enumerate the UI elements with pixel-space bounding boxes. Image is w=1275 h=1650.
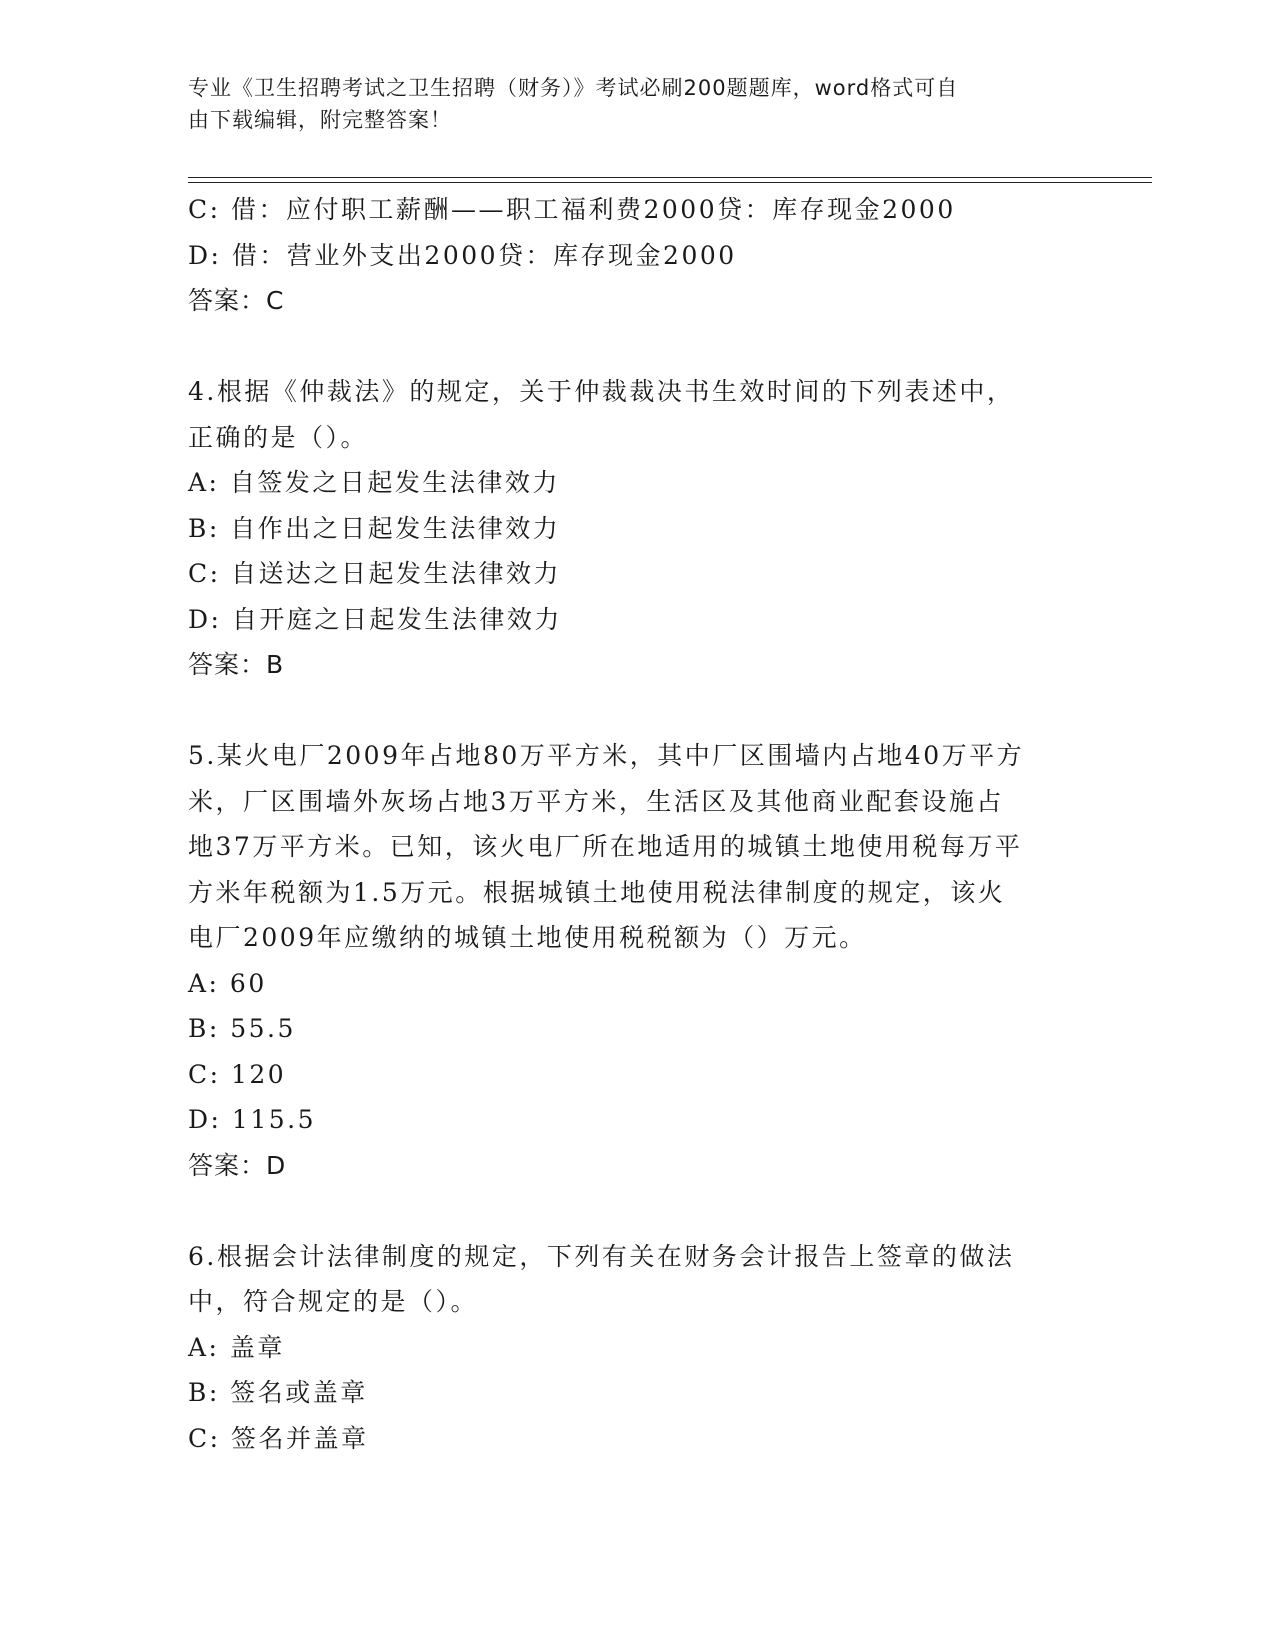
document-header xyxy=(188,72,1068,136)
question-stem: 米，厂区围墙外灰场占地3万平方米，生活区及其他商业配套设施占 xyxy=(188,786,1004,816)
question-stem: 电厂2009年应缴纳的城镇土地使用税税额为（）万元。 xyxy=(188,923,867,952)
option-a: A: 60 xyxy=(188,968,267,998)
question-5 xyxy=(188,733,1088,1188)
option-a: A: 自签发之日起发生法律效力 xyxy=(188,468,560,497)
question-stem: 5.某火电厂2009年占地80万平方米，其中厂区围墙内占地40万平方 xyxy=(188,741,1025,770)
answer-line: 答案：C xyxy=(188,286,285,315)
option-d: D: 115.5 xyxy=(188,1105,316,1134)
option-d: D: 自开庭之日起发生法律效力 xyxy=(188,604,562,634)
question-stem: 正确的是（）。 xyxy=(188,422,369,452)
header-rule-thick xyxy=(188,177,1152,178)
option-c: C: 自送达之日起发生法律效力 xyxy=(188,559,561,588)
question-stem: 中，符合规定的是（）。 xyxy=(188,1287,479,1316)
option-b: B: 55.5 xyxy=(188,1014,296,1043)
option-c: C: 签名并盖章 xyxy=(188,1423,369,1453)
question-3-tail xyxy=(188,187,1088,324)
option-a: A: 盖章 xyxy=(188,1332,285,1362)
spacer xyxy=(188,1188,1088,1234)
header-rule-thin xyxy=(188,182,1152,183)
spacer xyxy=(188,324,1088,370)
question-stem: 地37万平方米。已知，该火电厂所在地适用的城镇土地使用税每万平 xyxy=(188,832,1023,861)
spacer xyxy=(188,688,1088,734)
question-stem: 方米年税额为1.5万元。根据城镇土地使用税法律制度的规定，该火 xyxy=(188,877,1006,907)
option-c: C: 120 xyxy=(188,1059,287,1089)
answer-line: 答案：B xyxy=(188,650,285,679)
option-d: D: 借：营业外支出2000贷：库存现金2000 xyxy=(188,240,737,270)
question-4 xyxy=(188,369,1088,688)
header-line-2: 由下载编辑，附完整答案！ xyxy=(188,108,452,132)
option-b: B: 签名或盖章 xyxy=(188,1378,368,1407)
document-body xyxy=(188,187,1088,1461)
header-line-1: 专业《卫生招聘考试之卫生招聘（财务）》考试必刷200题题库，word格式可自 xyxy=(188,76,959,100)
answer-line: 答案：D xyxy=(188,1150,287,1180)
option-b: B: 自作出之日起发生法律效力 xyxy=(188,513,561,543)
question-stem: 4.根据《仲裁法》的规定，关于仲裁裁决书生效时间的下列表述中， xyxy=(188,377,1015,406)
question-stem: 6.根据会计法律制度的规定，下列有关在财务会计报告上签章的做法 xyxy=(188,1241,1015,1271)
option-c: C: 借：应付职工薪酬——职工福利费2000贷：库存现金2000 xyxy=(188,195,956,224)
question-6 xyxy=(188,1234,1088,1462)
